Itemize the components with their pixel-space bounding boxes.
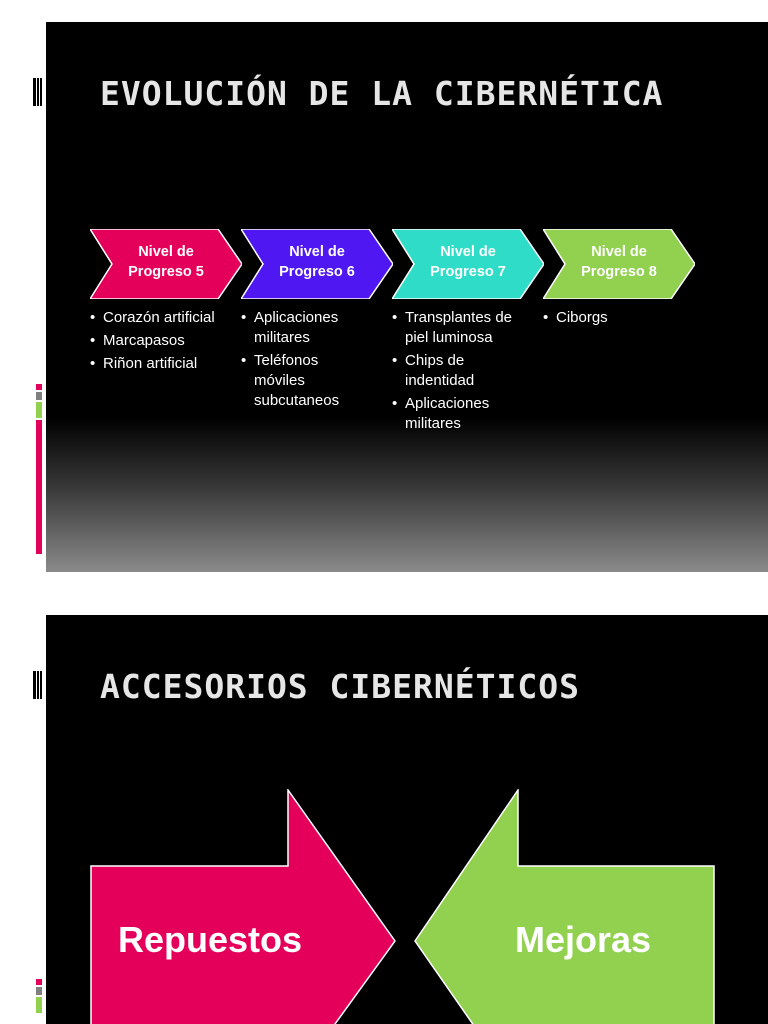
list-item: • Corazón artificial (90, 308, 230, 328)
list-item: • Teléfonos móviles subcutaneos (241, 351, 371, 411)
title-marker (33, 671, 42, 699)
slide-accesorios (18, 615, 768, 1024)
list-level-8 (543, 308, 673, 331)
chevron-level-7 (392, 229, 544, 299)
chevron-label: Nivel de Progreso 8 (581, 244, 657, 280)
arrow-mejoras (410, 789, 720, 1024)
list-item: • Marcapasos (90, 331, 230, 351)
list-item: • Ciborgs (543, 308, 673, 328)
arrow-repuestos (90, 789, 400, 1024)
title-marker (33, 78, 42, 106)
list-level-7 (392, 308, 522, 437)
chevron-label: Nivel de Progreso 5 (128, 244, 204, 280)
list-item: • Aplicaciones militares (392, 394, 522, 434)
chevron-label: Nivel de Progreso 6 (279, 244, 355, 280)
chevron-level-6 (241, 229, 393, 299)
slide-title: ACCESORIOS CIBERNÉTICOS (100, 667, 580, 706)
side-accent-bars (36, 384, 42, 556)
slide-title: EVOLUCIÓN DE LA CIBERNÉTICA (100, 74, 664, 113)
list-item: • Aplicaciones militares (241, 308, 371, 348)
arrow-label: Repuestos (118, 919, 303, 960)
side-accent-bars (36, 979, 42, 1015)
arrow-label: Mejoras (515, 919, 652, 960)
chevron-label: Nivel de Progreso 7 (430, 244, 506, 280)
list-level-5 (90, 308, 230, 377)
list-item: • Chips de indentidad (392, 351, 522, 391)
slide-evolucion (18, 22, 768, 572)
list-item: • Transplantes de piel luminosa (392, 308, 522, 348)
list-level-6 (241, 308, 371, 414)
list-item: • Riñon artificial (90, 354, 230, 374)
chevron-level-5 (90, 229, 242, 299)
chevron-level-8 (543, 229, 695, 299)
